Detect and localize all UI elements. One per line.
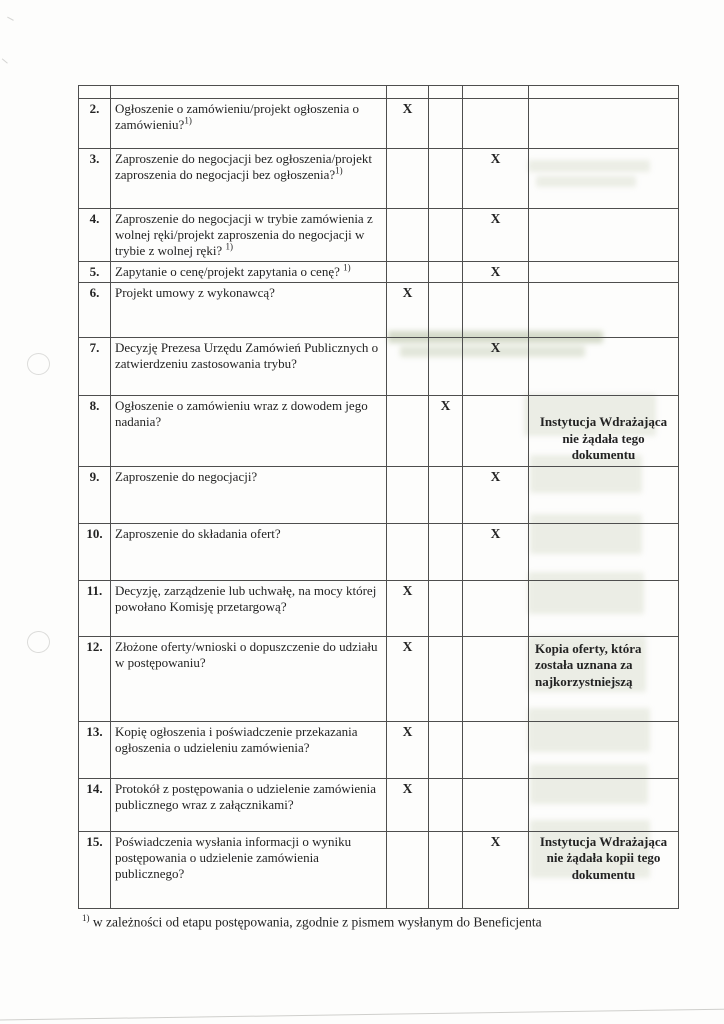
document-table	[78, 85, 679, 909]
mark-cell-3	[463, 396, 529, 467]
mark-cell-2	[429, 149, 463, 209]
mark-cell-2	[429, 283, 463, 338]
note-cell	[529, 262, 679, 283]
footnote-reference: 1)	[335, 165, 343, 176]
mark-cell-2	[429, 466, 463, 523]
mark-cell-3: X	[463, 209, 529, 262]
table-row	[79, 99, 679, 149]
mark-cell-2	[429, 262, 463, 283]
table-row	[79, 778, 679, 831]
mark-cell-1: X	[387, 99, 429, 149]
mark-cell-2	[429, 580, 463, 636]
mark-cell-1: X	[387, 580, 429, 636]
note-cell	[529, 778, 679, 831]
note-cell	[529, 466, 679, 523]
mark-cell-2	[429, 778, 463, 831]
mark-cell-3: X	[463, 338, 529, 396]
question-cell: Złożone oferty/wnioski o dopuszczenie do udziału w postępowaniu?	[111, 636, 387, 721]
note-cell	[529, 99, 679, 149]
mark-cell-3: X	[463, 523, 529, 580]
footnote-reference: 1)	[184, 115, 192, 126]
row-number-cell: 11.	[79, 580, 111, 636]
table-row	[79, 149, 679, 209]
mark-cell-3: X	[463, 149, 529, 209]
question-cell: Kopię ogłoszenia i poświadczenie przekazania ogłoszenia o udzieleniu zamówienia?	[111, 721, 387, 778]
mark-cell-1: X	[387, 721, 429, 778]
table-row	[79, 523, 679, 580]
mark-cell-3	[463, 99, 529, 149]
mark-cell-3	[463, 636, 529, 721]
mark-cell-3: X	[463, 831, 529, 908]
row-number-cell: 12.	[79, 636, 111, 721]
stray-mark	[0, 58, 8, 66]
mark-cell-3	[463, 778, 529, 831]
mark-cell-2	[429, 86, 463, 99]
question-cell: Protokół z postępowania o udzielenie zamówienia publicznego wraz z załącznikami?	[111, 778, 387, 831]
note-cell	[529, 149, 679, 209]
mark-cell-1	[387, 466, 429, 523]
hole-punch-top	[27, 353, 50, 375]
mark-cell-3	[463, 283, 529, 338]
note-cell	[529, 338, 679, 396]
table-row	[79, 262, 679, 283]
footnote-marker: 1)	[82, 913, 90, 923]
mark-cell-1	[387, 262, 429, 283]
question-cell: Zaproszenie do negocjacji?	[111, 466, 387, 523]
table-row	[79, 338, 679, 396]
table-row	[79, 580, 679, 636]
row-number-cell: 15.	[79, 831, 111, 908]
question-cell: Zapytanie o cenę/projekt zapytania o cenę? $^{1)}$	[111, 262, 387, 283]
table-row	[79, 209, 679, 262]
footnote-text: $^{1)}$ w zależności od etapu postępowania, zgodnie z pismem wysłanym do Beneficjenta	[82, 913, 542, 930]
question-cell	[111, 86, 387, 99]
row-number-cell: 6.	[79, 283, 111, 338]
question-cell: Ogłoszenie o zamówieniu/projekt ogłoszenia o zamówieniu?$^{1)}$	[111, 99, 387, 149]
row-number-cell: 10.	[79, 523, 111, 580]
row-number-cell: 13.	[79, 721, 111, 778]
mark-cell-1	[387, 86, 429, 99]
table-row	[79, 466, 679, 523]
mark-cell-2	[429, 636, 463, 721]
question-cell: Zaproszenie do negocjacji w trybie zamówienia z wolnej ręki/projekt zaproszenia do negocjacji w trybie z wolnej ręki? $^{1)}$	[111, 209, 387, 262]
footnote-reference: 1)	[343, 262, 351, 273]
question-cell: Projekt umowy z wykonawcą?	[111, 283, 387, 338]
footnote-rule	[82, 908, 248, 909]
question-cell: Poświadczenia wysłania informacji o wyniku postępowania o udzielenie zamówienia publicznego?	[111, 831, 387, 908]
hole-punch-bottom	[26, 630, 52, 655]
question-cell: Decyzję Prezesa Urzędu Zamówień Publicznych o zatwierdzeniu zastosowania trybu?	[111, 338, 387, 396]
mark-cell-1	[387, 523, 429, 580]
row-number-cell: 3.	[79, 149, 111, 209]
question-cell: Zaproszenie do negocjacji bez ogłoszenia/projekt zaproszenia do negocjacji bez ogłoszenia?$^{1)}$	[111, 149, 387, 209]
mark-cell-1	[387, 831, 429, 908]
mark-cell-1	[387, 209, 429, 262]
mark-cell-1	[387, 149, 429, 209]
note-cell	[529, 209, 679, 262]
row-number-cell: 4.	[79, 209, 111, 262]
table-row	[79, 831, 679, 908]
mark-cell-1: X	[387, 778, 429, 831]
row-number-cell	[79, 86, 111, 99]
note-cell	[529, 523, 679, 580]
mark-cell-1: X	[387, 636, 429, 721]
mark-cell-3	[463, 580, 529, 636]
mark-cell-2	[429, 338, 463, 396]
footnote-reference: 1)	[225, 241, 233, 252]
page-bottom-edge	[0, 1008, 724, 1020]
row-number-cell: 7.	[79, 338, 111, 396]
table-row	[79, 636, 679, 721]
row-number-cell: 14.	[79, 778, 111, 831]
table-row	[79, 283, 679, 338]
mark-cell-1	[387, 338, 429, 396]
row-number-cell: 8.	[79, 396, 111, 467]
note-cell: Instytucja Wdrażająca nie żądała tego dokumentu	[529, 396, 679, 467]
footnote	[82, 908, 662, 931]
note-cell: Instytucja Wdrażająca nie żądała kopii tego dokumentu	[529, 831, 679, 908]
mark-cell-3	[463, 86, 529, 99]
note-cell	[529, 721, 679, 778]
mark-cell-1	[387, 396, 429, 467]
mark-cell-2	[429, 721, 463, 778]
mark-cell-3: X	[463, 262, 529, 283]
note-cell	[529, 580, 679, 636]
question-cell: Ogłoszenie o zamówieniu wraz z dowodem jego nadania?	[111, 396, 387, 467]
mark-cell-2: X	[429, 396, 463, 467]
mark-cell-1: X	[387, 283, 429, 338]
mark-cell-2	[429, 99, 463, 149]
row-number-cell: 9.	[79, 466, 111, 523]
note-cell: Kopia oferty, która została uznana za najkorzystniejszą	[529, 636, 679, 721]
question-cell: Zaproszenie do składania ofert?	[111, 523, 387, 580]
mark-cell-2	[429, 209, 463, 262]
question-cell: Decyzję, zarządzenie lub uchwałę, na mocy której powołano Komisję przetargową?	[111, 580, 387, 636]
row-number-cell: 5.	[79, 262, 111, 283]
mark-cell-2	[429, 831, 463, 908]
stray-mark	[5, 17, 14, 25]
table-row	[79, 721, 679, 778]
note-cell	[529, 86, 679, 99]
mark-cell-3: X	[463, 466, 529, 523]
table-row	[79, 86, 679, 99]
row-number-cell: 2.	[79, 99, 111, 149]
mark-cell-2	[429, 523, 463, 580]
mark-cell-3	[463, 721, 529, 778]
table-row	[79, 396, 679, 467]
note-cell	[529, 283, 679, 338]
